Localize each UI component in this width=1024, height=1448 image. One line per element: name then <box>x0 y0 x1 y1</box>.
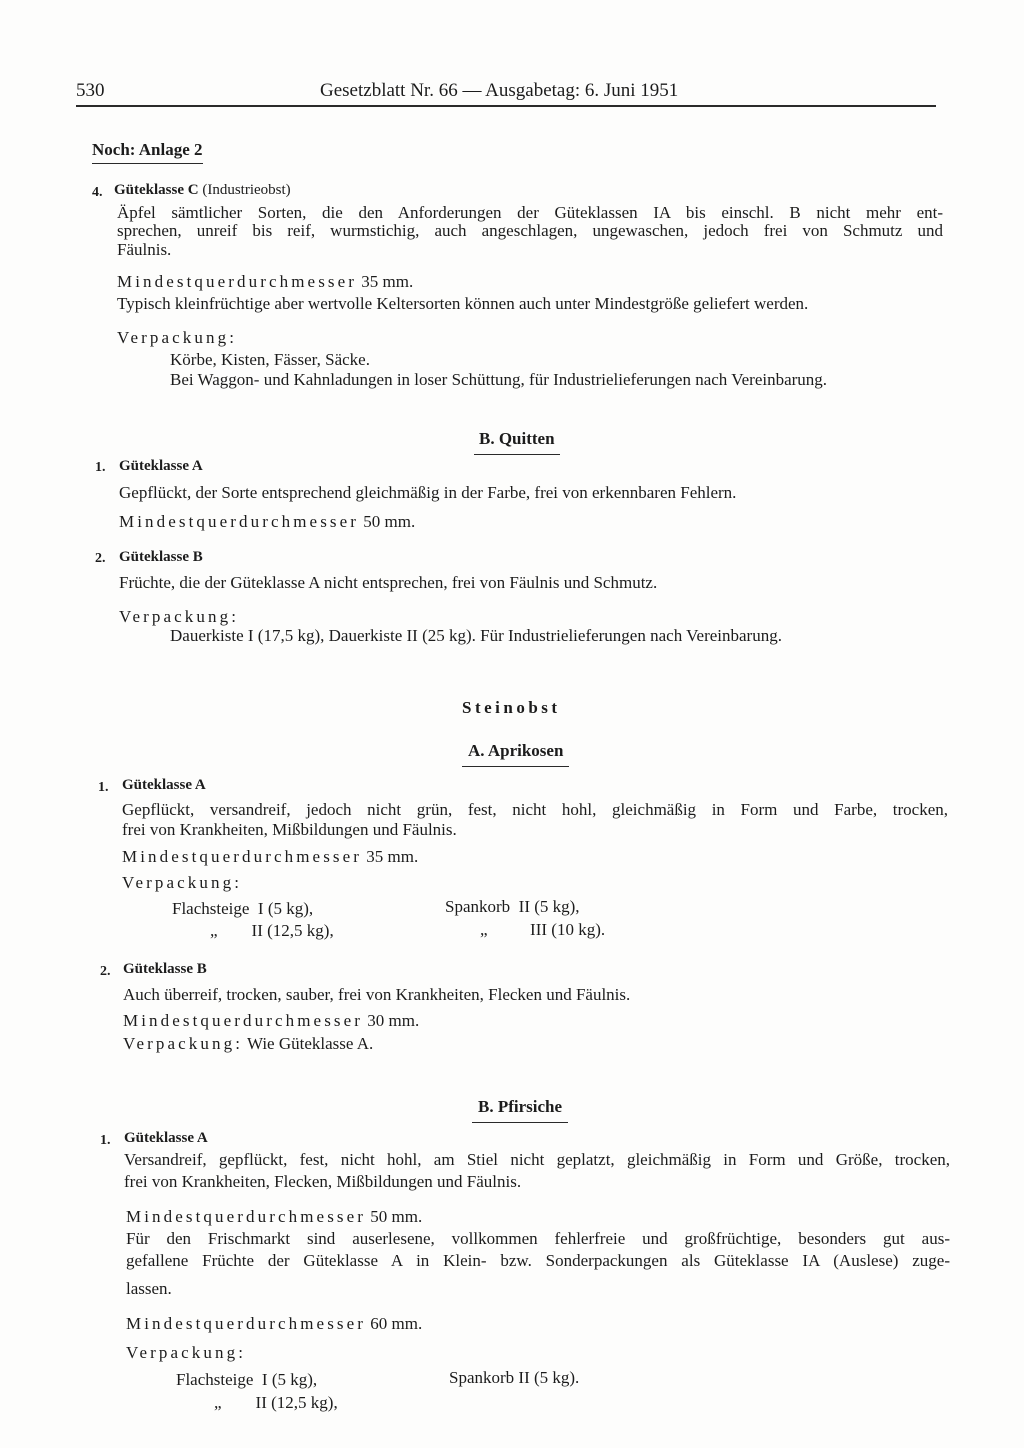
text-line: gefallene Früchte der Güteklasse A in Klein- bzw. Sonderpackungen als Güteklasse IA (Auslese) zuge- <box>126 1251 950 1270</box>
annex-label: Noch: Anlage 2 <box>92 140 203 164</box>
text-line: sprechen, unreif bis reif, wurmstichig, auch angeschlagen, ungewaschen, jedoch frei von Schmutz und <box>117 221 943 240</box>
class-label: Güteklasse B <box>123 961 207 977</box>
class-label: Güteklasse C <box>114 182 199 198</box>
diameter-line <box>117 272 413 292</box>
packaging-left-line: Flachsteige I (5 kg), <box>176 1370 318 1389</box>
section-heading <box>114 182 291 199</box>
section-title-aprikosen: A. Aprikosen <box>462 741 569 767</box>
text-line: Äpfel sämtlicher Sorten, die den Anforderungen der Güteklassen IA bis einschl. B nicht mehr ent- <box>117 203 943 222</box>
diameter-line <box>122 847 418 867</box>
class-label: Güteklasse A <box>122 777 206 793</box>
item-text: Gepflückt, der Sorte entsprechend gleichmäßig in der Farbe, frei von erkennbaren Fehlern. <box>119 483 737 502</box>
text-line: Versandreif, gepflückt, fest, nicht hohl, am Stiel nicht geplatzt, gleichmäßig in Form und Größe, trocken, <box>124 1150 950 1169</box>
packaging-line: Körbe, Kisten, Fässer, Säcke. <box>170 350 370 369</box>
diameter-value: 30 mm. <box>367 1011 420 1030</box>
diameter-label: Mindestquerdurchmesser <box>123 1011 364 1030</box>
item-text: Auch überreif, trocken, sauber, frei von Krankheiten, Flecken und Fäulnis. <box>123 985 631 1004</box>
page-number: 530 <box>76 80 105 101</box>
header-rule <box>76 105 936 107</box>
item-number: 1. <box>95 460 106 475</box>
diameter-line <box>126 1207 422 1227</box>
packaging-right-line: Spankorb II (5 kg), <box>445 897 580 916</box>
item-number: 1. <box>100 1133 111 1148</box>
packaging-line <box>123 1034 373 1054</box>
group-title-steinobst: Steinobst <box>462 698 561 717</box>
diameter-value: 50 mm. <box>370 1207 423 1226</box>
section-title-quitten: B. Quitten <box>474 429 560 455</box>
text-line: Fäulnis. <box>117 240 172 259</box>
packaging-label: Verpackung: <box>122 873 243 892</box>
diameter-line <box>126 1314 422 1334</box>
diameter-value: 50 mm. <box>363 512 416 531</box>
packaging-left-line: Flachsteige I (5 kg), <box>172 899 314 918</box>
packaging-label: Verpackung: <box>117 328 238 347</box>
item-number: 1. <box>98 780 109 795</box>
diameter-line <box>119 512 415 532</box>
item-text: Früchte, die der Güteklasse A nicht entsprechen, frei von Fäulnis und Schmutz. <box>119 573 658 592</box>
packaging-line: Bei Waggon- und Kahnladungen in loser Schüttung, für Industrielieferungen nach Vereinbarung. <box>170 370 828 389</box>
note-line: Typisch kleinfrüchtige aber wertvolle Keltersorten können auch unter Mindestgröße geliefert werden. <box>117 294 809 313</box>
diameter-value: 35 mm. <box>361 272 414 291</box>
packaging-label: Verpackung: <box>126 1343 247 1362</box>
packaging-label: Verpackung: <box>119 607 240 626</box>
diameter-value: 60 mm. <box>370 1314 423 1333</box>
item-number: 2. <box>100 964 111 979</box>
class-label: Güteklasse A <box>124 1130 208 1146</box>
section-title-pfirsiche: B. Pfirsiche <box>472 1097 568 1123</box>
packaging-line: Dauerkiste I (17,5 kg), Dauerkiste II (25 kg). Für Industrielieferungen nach Vereinbarung. <box>170 626 782 645</box>
packaging-label: Verpackung: <box>123 1034 244 1053</box>
class-label: Güteklasse B <box>119 549 203 565</box>
text-line: frei von Krankheiten, Mißbildungen und Fäulnis. <box>122 820 457 839</box>
text-line: Gepflückt, versandreif, jedoch nicht grün, fest, nicht hohl, gleichmäßig in Form und Farbe, trocken, <box>122 800 948 819</box>
diameter-value: 35 mm. <box>366 847 419 866</box>
header-title: Gesetzblatt Nr. 66 — Ausgabetag: 6. Juni 1951 <box>320 80 679 101</box>
text-line: frei von Krankheiten, Flecken, Mißbildungen und Fäulnis. <box>124 1172 522 1191</box>
packaging-right-line: „ III (10 kg). <box>480 920 606 939</box>
diameter-label: Mindestquerdurchmesser <box>126 1314 367 1333</box>
item-number: 2. <box>95 551 106 566</box>
packaging-left-line: „ II (12,5 kg), <box>210 921 334 940</box>
packaging-left-line: „ II (12,5 kg), <box>214 1393 338 1412</box>
packaging-right-line: Spankorb II (5 kg). <box>449 1368 580 1387</box>
diameter-label: Mindestquerdurchmesser <box>117 272 358 291</box>
text-line: lassen. <box>126 1279 172 1298</box>
diameter-label: Mindestquerdurchmesser <box>119 512 360 531</box>
packaging-text: Wie Güteklasse A. <box>246 1034 374 1053</box>
class-note: (Industrieobst) <box>202 182 291 198</box>
class-label: Güteklasse A <box>119 458 203 474</box>
diameter-label: Mindestquerdurchmesser <box>122 847 363 866</box>
diameter-label: Mindestquerdurchmesser <box>126 1207 367 1226</box>
diameter-line <box>123 1011 419 1031</box>
text-line: Für den Frischmarkt sind auserlesene, vollkommen fehlerfreie und großfrüchtige, besonders gut aus- <box>126 1229 950 1248</box>
section-number: 4. <box>92 185 103 200</box>
